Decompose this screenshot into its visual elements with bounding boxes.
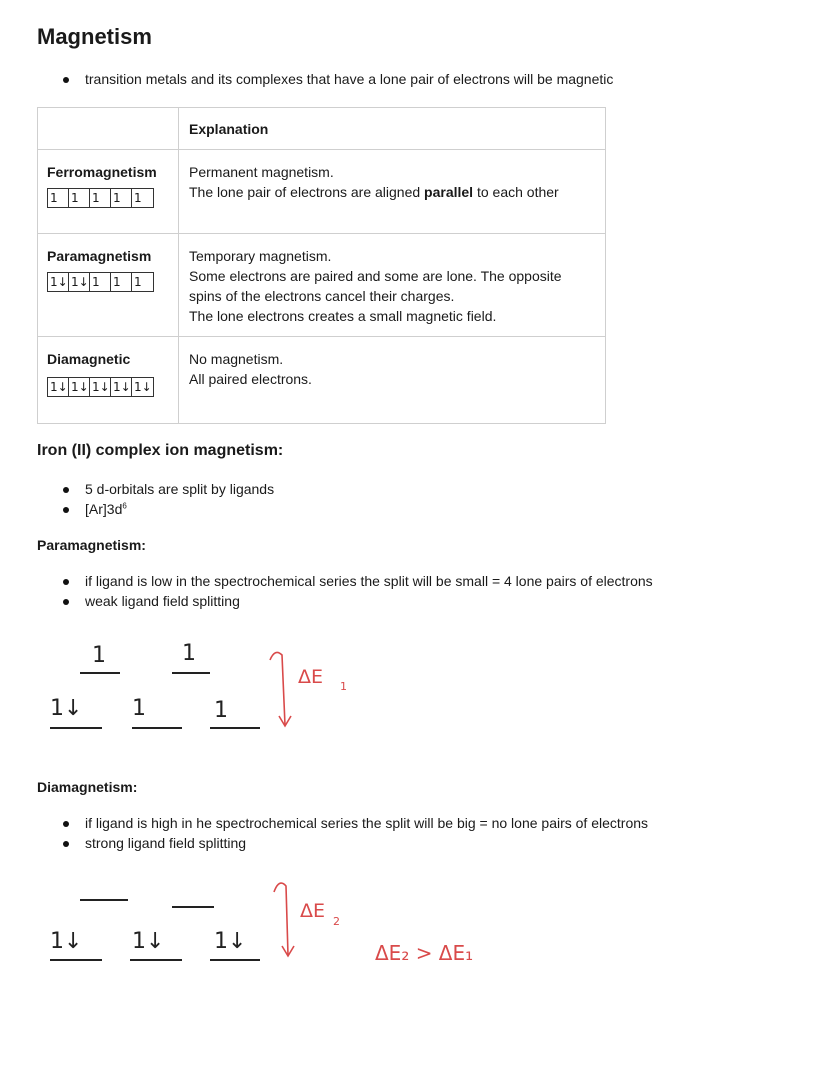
paramagnetism-heading: Paramagnetism:: [37, 537, 146, 553]
explanation-line: [189, 182, 595, 202]
iron-bullet-text: 5 d-orbitals are split by ligands: [85, 481, 275, 497]
orbital-box: 1↓: [134, 380, 152, 394]
bullet-dot: [63, 507, 69, 513]
para-bullet: [85, 573, 653, 589]
orbital-box: 1: [69, 189, 90, 207]
dia-delta-label: ΔE: [300, 900, 326, 922]
dia-lower-electron: 1↓: [132, 929, 165, 954]
explanation-text: to each other: [473, 184, 559, 200]
orbital-boxes: [47, 272, 154, 292]
para-upper-electron: 1: [92, 643, 106, 668]
para-delta-subscript: 1: [340, 680, 347, 693]
table-header-empty: [38, 108, 179, 150]
para-lower-electron: 1: [214, 698, 228, 723]
explanation-line: All paired electrons.: [189, 371, 312, 387]
dia-lower-electron: 1↓: [214, 929, 247, 954]
delta-comparison: ΔE₂ > ΔE₁: [375, 941, 474, 965]
para-upper-electron: 1: [182, 641, 196, 666]
orbital-box: 1↓: [71, 275, 89, 289]
table-header-label: Explanation: [189, 121, 269, 137]
bullet-dot: [63, 599, 69, 605]
iron-bullet: [85, 501, 127, 517]
dia-bullet-text: strong ligand field splitting: [85, 835, 247, 851]
table-row: [38, 150, 606, 234]
intro-bullet: [85, 71, 613, 87]
orbital-box: 1: [111, 273, 132, 291]
dia-lower-electron: 1↓: [50, 929, 83, 954]
bullet-dot: [63, 579, 69, 585]
orbital-box: 1↓: [92, 380, 110, 394]
explanation-line: spins of the electrons cancel their charges.: [189, 288, 455, 304]
iron-bullet: [85, 481, 274, 497]
table-header-cell: [179, 108, 606, 150]
para-bullet: [85, 593, 240, 609]
magnetism-table: [37, 107, 606, 424]
row-explanation-cell: [179, 150, 606, 234]
dia-delta-bracket: [274, 883, 288, 955]
row-name-cell: [38, 150, 179, 234]
orbital-box: 1: [90, 273, 111, 291]
bullet-dot: [63, 841, 69, 847]
iron-config-superscript: 6: [122, 501, 127, 511]
orbital-box: 1↓: [113, 380, 131, 394]
orbital-box: 1↓: [50, 275, 68, 289]
bullet-dot: [63, 487, 69, 493]
dia-bullet-text: if ligand is high in he spectrochemical series the split will be big = no lone pairs of electrons: [85, 815, 649, 831]
orbital-boxes: [47, 377, 154, 397]
diamagnetism-heading: Diamagnetism:: [37, 779, 138, 795]
iron-heading: Iron (II) complex ion magnetism:: [37, 442, 284, 459]
page-title: Magnetism: [37, 24, 152, 49]
row-name: Paramagnetism: [47, 248, 152, 264]
explanation-line: Permanent magnetism.: [189, 164, 334, 180]
para-delta-arrowhead: [279, 716, 291, 726]
para-bullet-text: if ligand is low in the spectrochemical series the split will be small = 4 lone pairs of electrons: [85, 573, 653, 589]
table-row: [38, 337, 606, 424]
dia-delta-arrowhead: [282, 946, 294, 956]
orbital-boxes: [47, 188, 154, 208]
bullet-dot: [63, 821, 69, 827]
table-row: [38, 234, 606, 337]
iron-config-text: [Ar]3d: [85, 501, 123, 517]
row-name-cell: [38, 337, 179, 424]
orbital-box: 1: [111, 189, 132, 207]
explanation-bold: parallel: [424, 184, 474, 200]
explanation-line: No magnetism.: [189, 351, 284, 367]
row-explanation-cell: [179, 234, 606, 337]
para-lower-electron: 1↓: [50, 696, 83, 721]
explanation-text: The lone pair of electrons are aligned: [189, 184, 425, 200]
para-lower-electron: 1: [132, 696, 146, 721]
dia-bullet: [85, 835, 246, 851]
orbital-box: 1: [134, 275, 142, 289]
row-name: Ferromagnetism: [47, 164, 157, 180]
orbital-box: 1: [48, 189, 69, 207]
para-bullet-text: weak ligand field splitting: [85, 593, 240, 609]
row-name: Diamagnetic: [47, 351, 131, 367]
para-delta-bracket: [270, 652, 285, 725]
row-explanation-cell: [179, 337, 606, 424]
explanation-line: The lone electrons creates a small magnetic field.: [189, 308, 497, 324]
intro-bullet-text: transition metals and its complexes that have a lone pair of electrons will be magnetic: [85, 71, 614, 87]
explanation-line: Some electrons are paired and some are lone. The opposite: [189, 268, 562, 284]
dia-delta-subscript: 2: [333, 915, 340, 928]
orbital-box: 1↓: [71, 380, 89, 394]
explanation-line: Temporary magnetism.: [189, 248, 332, 264]
para-delta-label: ΔE: [298, 666, 324, 688]
orbital-box: 1↓: [50, 380, 68, 394]
bullet-dot: [63, 77, 69, 83]
dia-bullet: [85, 815, 648, 831]
orbital-box: 1: [134, 191, 142, 205]
row-name-cell: [38, 234, 179, 337]
orbital-box: 1: [90, 189, 111, 207]
table-header-row: [38, 108, 606, 150]
